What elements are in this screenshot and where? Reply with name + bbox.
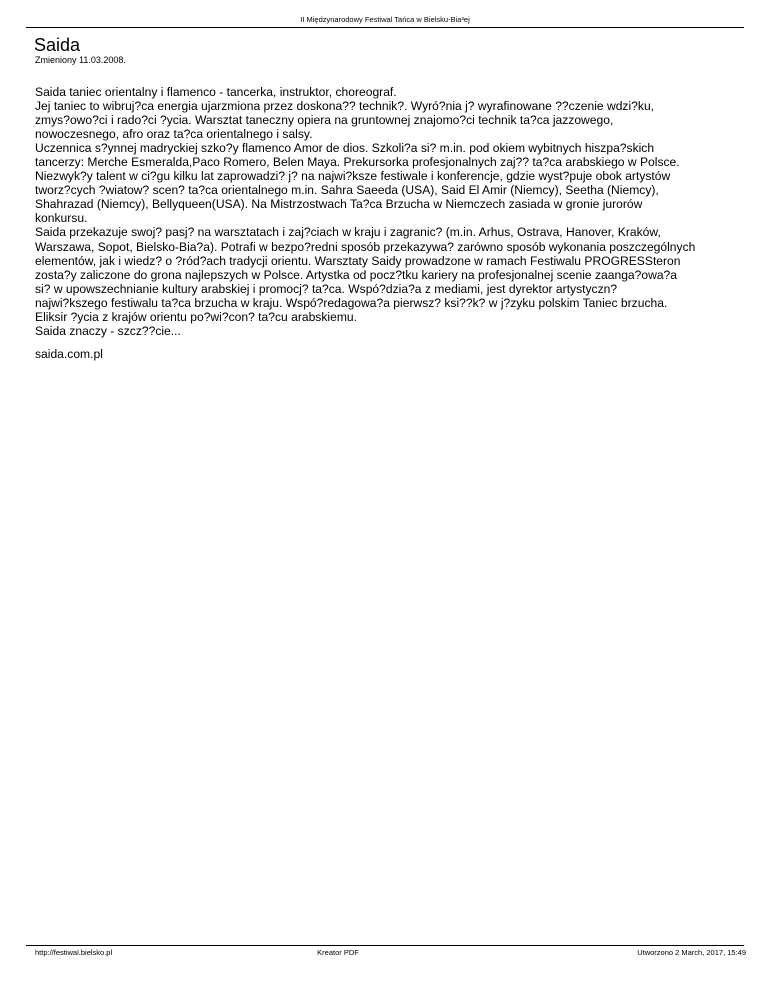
body-line: Uczennica s?ynnej madryckiej szko?y flamenco Amor de dios. Szkoli?a si? m.in. pod okiem wybitnych hiszpa?skich [35, 141, 655, 156]
body-line: Warszawa, Sopot, Bielsko-Bia?a). Potrafi w bezpo?redni sposób przekazywa? zarówno sposób wykonania poszczególnych [35, 239, 696, 254]
page-header: II Międzynarodowy Festiwal Tańca w Bielsku-Bia³ej [300, 15, 470, 24]
footer-divider [26, 945, 744, 946]
body-line: elementów, jak i wiedz? o ?ród?ach tradycji orientu. Warsztaty Saidy prowadzone w ramach Festiwalu PROGRESSteron [35, 253, 681, 268]
article-body [35, 85, 745, 338]
body-line: si? w upowszechnianie kultury arabskiej i promocj? ta?ca. Wspó?dzia?a z mediami, jest dyrektor artystyczn? [35, 281, 618, 296]
article-title: Saida [34, 35, 81, 55]
body-line: zosta?y zaliczone do grona najlepszych w Polsce. Artystka od pocz?tku kariery na profesjonalnej scenie zaanga?owa?a [35, 267, 678, 282]
body-line: Eliksir ?ycia z krajów orientu po?wi?con? ta?cu arabskiemu. [35, 309, 357, 324]
modified-date: Zmieniony 11.03.2008. [35, 55, 126, 65]
body-line: Saida taniec orientalny i flamenco - tancerka, instruktor, choreograf. [35, 85, 397, 99]
footer-url[interactable]: http://festiwal.bielsko.pl [35, 948, 113, 957]
footer-generator: Kreator PDF [317, 948, 359, 957]
body-line: konkursu. [35, 211, 88, 226]
header-divider [26, 27, 744, 28]
body-line: tancerzy: Merche Esmeralda,Paco Romero, Belen Maya. Prekursorka profesjonalnych zaj?? ta?ca arabskiego w Polsce. [35, 155, 680, 170]
body-line: najwi?kszego festiwalu ta?ca brzucha w kraju. Wspó?redagowa?a pierwsz? ksi??k? w j?zyku polskim Taniec brzucha. [35, 295, 668, 310]
body-line: tworz?cych ?wiatow? scen? ta?ca orientalnego m.in. Sahra Saeeda (USA), Said El Amir (Niemcy), Seetha (Niemcy), [35, 183, 659, 198]
body-line: Niezwyk?y talent w ci?gu kilku lat zaprowadzi? j? na najwi?ksze festiwale i konferencje, gdzie wyst?puje obok artystów [35, 169, 671, 184]
body-line: Jej taniec to wibruj?ca energia ujarzmiona przez doskona?? technik?. Wyró?nia j? wyrafinowane ??czenie wdzi?ku, [35, 99, 655, 114]
body-line: Saida przekazuje swoj? pasj? na warsztatach i zaj?ciach w kraju i zagranic? (m.in. Arhus, Ostrava, Hanover, Kraków, [35, 225, 661, 240]
website-link[interactable]: saida.com.pl [35, 347, 103, 361]
footer-created-date: Utworzono 2 March, 2017, 15:49 [637, 948, 746, 957]
body-line: Saida znaczy - szcz??cie... [35, 323, 181, 338]
body-line: Shahrazad (Niemcy), Bellyqueen(USA). Na Mistrzostwach Ta?ca Brzucha w Niemczech zasiada w gronie jurorów [35, 197, 643, 212]
body-line: zmys?owo?ci i rado?ci ?ycia. Warsztat taneczny opiera na gruntownej znajomo?ci technik ta?ca jazzowego, [35, 113, 614, 128]
body-line: nowoczesnego, afro oraz ta?ca orientalnego i salsy. [35, 127, 313, 142]
